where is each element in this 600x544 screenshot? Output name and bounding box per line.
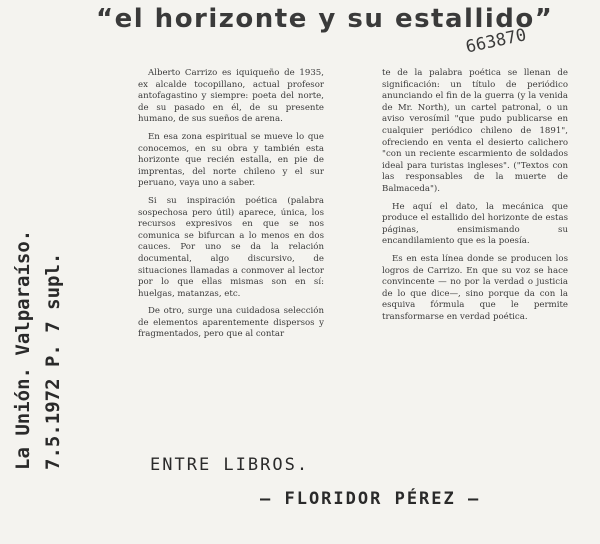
section-name: ENTRE LIBROS.: [150, 455, 310, 475]
article-column-right: [382, 68, 568, 329]
paragraph: En esa zona espiritual se mueve lo que conocemos, en su obra y también esta horizonte que recién estalla, en pie de imprentas, del norte chileno y el sur peruano, vaya uno a saber.: [138, 131, 324, 189]
paragraph: He aquí el dato, la mecánica que produce el estallido del horizonte de estas páginas, ensimismando su encandilamiento que es la poesía.: [382, 201, 568, 247]
paragraph: Es en esta línea donde se producen los logros de Carrizo. En que su voz se hace convincente — no por la verdad o justicia de lo que dice—, sino porque da con la esquiva fórmula que le permite transformarse en verdad poética.: [382, 253, 568, 322]
handwritten-margin-note: [8, 230, 68, 470]
author-name: — FLORIDOR PÉREZ —: [260, 489, 481, 509]
headline: “el horizonte y su estallido”: [96, 4, 554, 34]
paragraph: Si su inspiración poética (palabra sospechosa pero útil) aparece, única, los recursos expresivos en que se nos comunica se bifurcan a lo menos en dos cauces. Por uno se da la relación documental, algo discursivo, de situaciones llamadas a conmover al lector por lo que ellas mismas son en sí: huelgas, matanzas, etc.: [138, 195, 324, 299]
handwritten-signoff: [150, 455, 480, 509]
handwritten-catalog-number: 663870: [464, 25, 529, 58]
article-column-left: [138, 68, 324, 347]
paragraph: Alberto Carrizo es iquiqueño de 1935, ex alcalde tocopillano, actual profesor antofagastino y siempre: poeta del norte, de su pasado en él, de su presente humano, de sus sueños de arena.: [138, 68, 324, 125]
paragraph: De otro, surge una cuidadosa selección de elementos aparentemente dispersos y fragmentados, pero que al contar: [138, 306, 324, 340]
paragraph: te de la palabra poética se llenan de significación: un título de periódico anunciando el fin de la guerra (y la venida de Mr. North), un cartel patronal, o un aviso verosímil "que pudo publicarse en cualquier periódico chileno de 1891", ofreciendo en venta el desierto calichero "con un reciente escarmiento de soldados ideal para turistas ingleses". ("Textos con las responsables de la muerte de Balmaceda").: [382, 68, 568, 194]
margin-note-date: 7.5.1972 P. 7 supl.: [42, 252, 64, 470]
margin-note-source: La Unión. Valparaíso.: [12, 229, 34, 470]
